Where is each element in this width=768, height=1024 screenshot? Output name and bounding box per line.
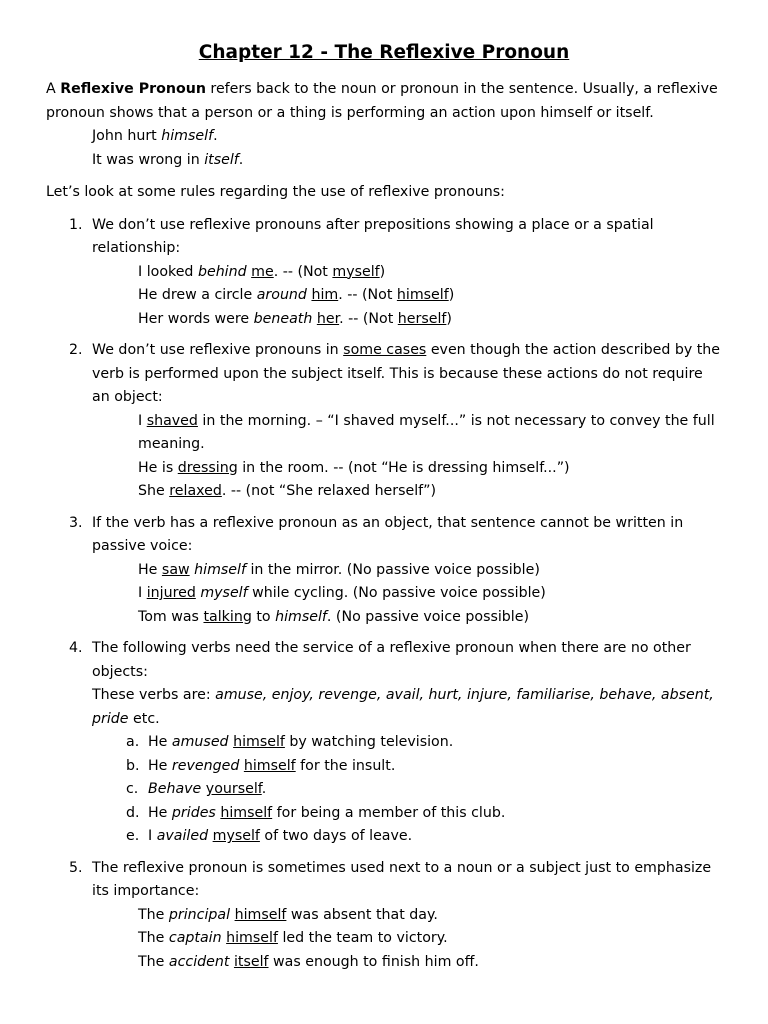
examples-list <box>92 731 722 849</box>
list-item: c. Behave yourself. <box>126 781 267 797</box>
example: I injured myself while cycling. (No passive voice possible) <box>138 585 546 601</box>
intro-paragraph: A Reflexive Pronoun refers back to the noun or pronoun in the sentence. Usually, a reflexive pronoun shows that a person or a thing is performing an action upon himself or itself. <box>46 81 718 121</box>
rule-text: The reflexive pronoun is sometimes used next to a noun or a subject just to emphasize its importance: <box>92 859 712 899</box>
term-reflexive-pronoun: Reflexive Pronoun <box>60 81 206 97</box>
list-item: d. He prides himself for being a member of this club. <box>126 804 506 821</box>
rule-text: We don’t use reflexive pronouns after prepositions showing a place or a spatial relationship: <box>92 216 654 256</box>
example: I looked behind me. -- (Not myself) <box>138 263 386 280</box>
rule-number: 1. <box>69 216 83 233</box>
rule-text: The following verbs need the service of a reflexive pronoun when there are no other objects: <box>92 640 691 680</box>
example: The accident itself was enough to finish him off. <box>138 953 479 970</box>
page-title: Chapter 12 - The Reflexive Pronoun <box>198 42 570 63</box>
example: The captain himself led the team to victory. <box>138 930 448 946</box>
rule-number: 5. <box>69 859 83 876</box>
rule-3 <box>46 512 722 630</box>
rule-2 <box>46 339 722 504</box>
verbs-list: These verbs are: amuse, enjoy, revenge, avail, hurt, injure, familiarise, behave, absent, pride etc. <box>92 687 714 727</box>
rule-number: 3. <box>69 514 83 531</box>
example: Tom was talking to himself. (No passive voice possible) <box>138 608 530 625</box>
document-page <box>46 40 722 982</box>
rule-number: 4. <box>69 640 83 656</box>
example: He drew a circle around him. -- (Not himself) <box>138 287 455 303</box>
example: Her words were beneath her. -- (Not herself) <box>138 310 452 327</box>
list-item: b. He revenged himself for the insult. <box>126 757 396 774</box>
rule-text: We don’t use reflexive pronouns in some cases even though the action described by the verb is performed upon the subject itself. This is because these actions do not require an object: <box>92 342 721 405</box>
rule-number: 2. <box>69 342 83 358</box>
example: She relaxed. -- (not “She relaxed herself”) <box>138 483 437 499</box>
rule-4 <box>46 637 722 849</box>
rules-lead: Let’s look at some rules regarding the use of reflexive pronouns: <box>46 184 505 200</box>
rule-text: If the verb has a reflexive pronoun as an object, that sentence cannot be written in passive voice: <box>92 514 684 554</box>
rules-list <box>46 214 722 975</box>
example: He saw himself in the mirror. (No passive voice possible) <box>138 561 540 578</box>
example: I shaved in the morning. – “I shaved myself...” is not necessary to convey the full meaning. <box>138 412 715 452</box>
list-item: e. I availed myself of two days of leave. <box>126 828 413 844</box>
example: The principal himself was absent that day. <box>138 906 438 923</box>
intro-example-2: It was wrong in itself. <box>92 151 244 168</box>
intro-example-1: John hurt himself. <box>92 128 218 144</box>
list-item: a. He amused himself by watching television. <box>126 734 454 750</box>
rule-1 <box>46 214 722 332</box>
example: He is dressing in the room. -- (not “He is dressing himself...”) <box>138 459 570 476</box>
rule-5 <box>46 857 722 975</box>
